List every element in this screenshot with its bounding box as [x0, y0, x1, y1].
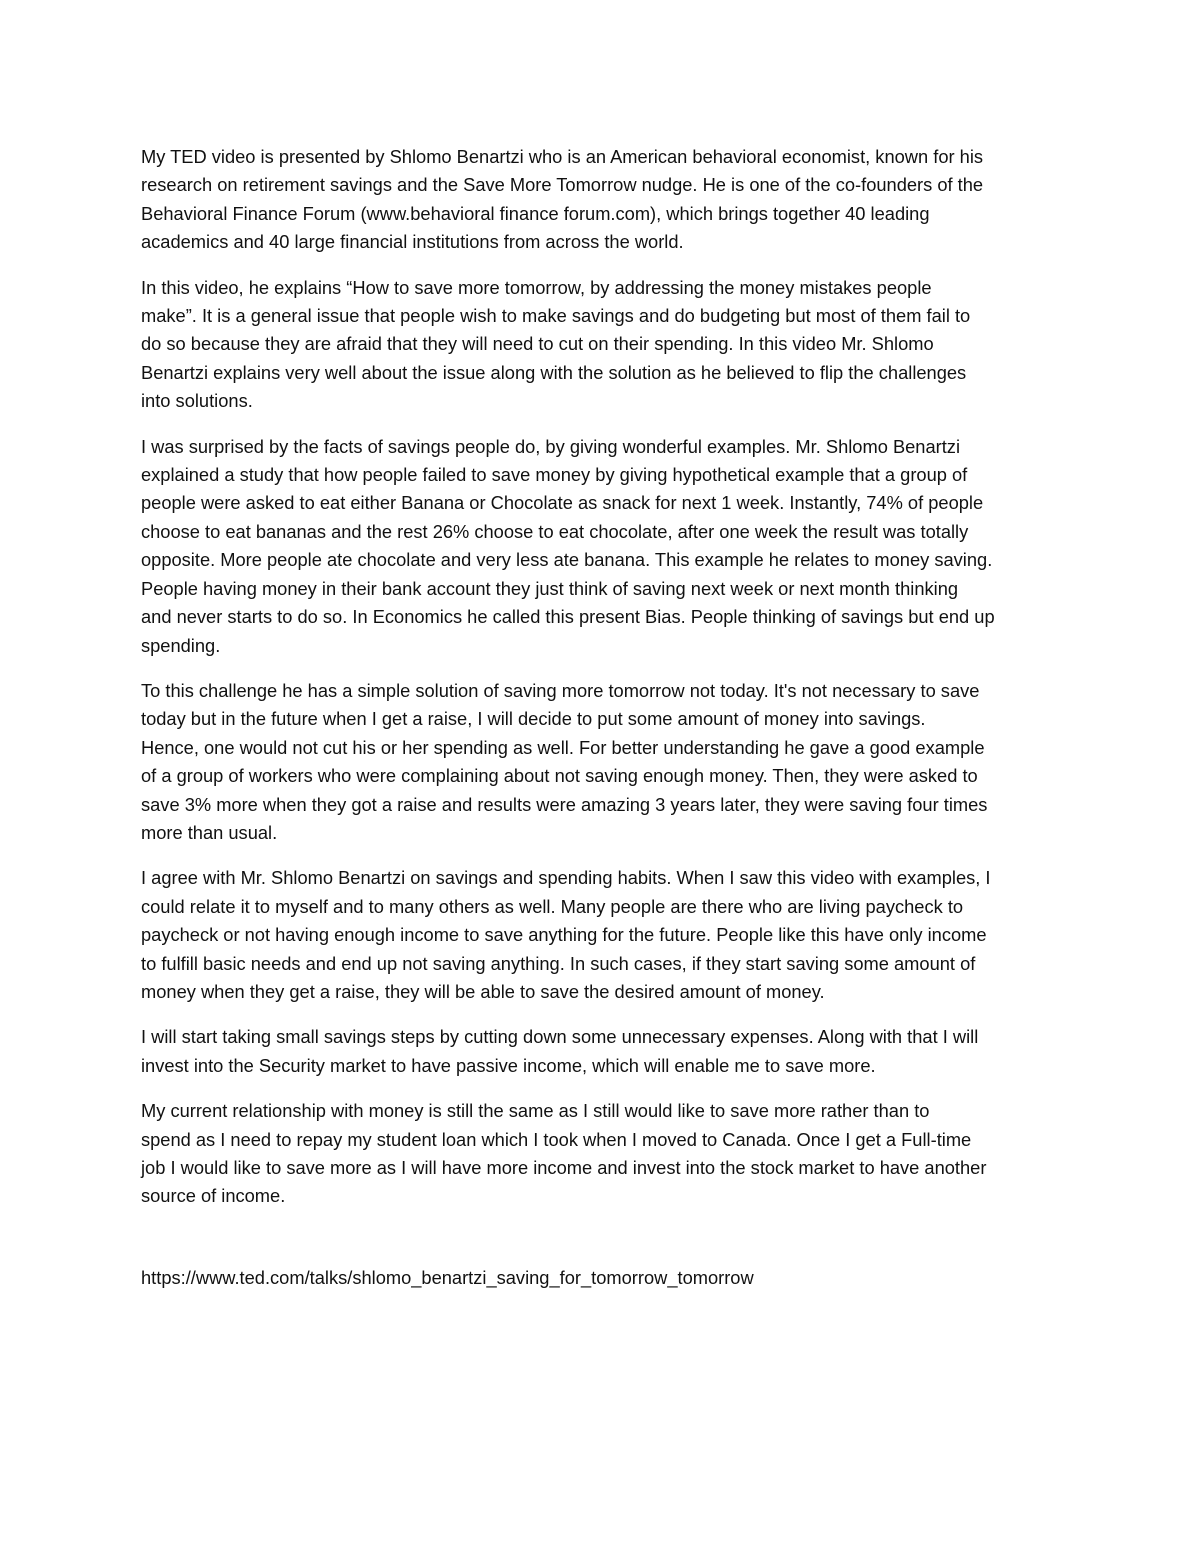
text-line: to fulfill basic needs and end up not saving anything. In such cases, if they start saving some amount of [141, 952, 976, 974]
text-line: My TED video is presented by Shlomo Benartzi who is an American behavioral economist, known for his [141, 146, 984, 167]
paragraph-agreement [141, 864, 1061, 1006]
text-line: People having money in their bank account they just think of saving next week or next month thinking [141, 577, 959, 599]
text-line: My current relationship with money is still the same as I still would like to save more rather than to [141, 1100, 930, 1122]
text-line: academics and 40 large financial institutions from across the world. [141, 231, 684, 253]
text-line: Hence, one would not cut his or her spending as well. For better understanding he gave a good example [141, 736, 985, 758]
source-url: https://www.ted.com/talks/shlomo_benartzi_saving_for_tomorrow_tomorrow [141, 1267, 754, 1288]
text-line: of a group of workers who were complaining about not saving enough money. Then, they were asked to [141, 765, 978, 787]
paragraph-solution [141, 677, 1061, 847]
text-line: and never starts to do so. In Economics he called this present Bias. People thinking of savings but end up [141, 606, 995, 628]
text-line: I agree with Mr. Shlomo Benartzi on savings and spending habits. When I saw this video with examples, I [141, 867, 991, 889]
text-line: To this challenge he has a simple solution of saving more tomorrow not today. It's not necessary to save [141, 679, 980, 701]
text-line: I was surprised by the facts of savings people do, by giving wonderful examples. Mr. Shlomo Benartzi [141, 435, 961, 457]
text-line: invest into the Security market to have passive income, which will enable me to save more. [141, 1054, 876, 1076]
document-body [141, 143, 1061, 1228]
paragraph-plan [141, 1023, 1061, 1080]
text-line: Benartzi explains very well about the issue along with the solution as he believed to flip the challenges [141, 361, 967, 383]
text-line: paycheck or not having enough income to save anything for the future. People like this have only income [141, 924, 987, 946]
paragraph-intro [141, 143, 1061, 257]
text-line: I will start taking small savings steps by cutting down some unnecessary expenses. Along with that I will [141, 1026, 979, 1048]
text-line: Behavioral Finance Forum (www.behavioral finance forum.com), which brings together 40 leading [141, 202, 930, 224]
text-line: source of income. [141, 1185, 286, 1207]
text-line: do so because they are afraid that they will need to cut on their spending. In this video Mr. Shlomo [141, 333, 934, 355]
paragraph-study-example [141, 433, 1061, 660]
paragraph-relationship [141, 1097, 1061, 1211]
text-line: spending. [141, 634, 221, 656]
paragraph-video-summary [141, 274, 1061, 416]
text-line: explained a study that how people failed to save money by giving hypothetical example that a group of [141, 464, 968, 486]
text-line: save 3% more when they got a raise and results were amazing 3 years later, they were saving four times [141, 793, 988, 815]
text-line: research on retirement savings and the Save More Tomorrow nudge. He is one of the co-founders of the [141, 174, 984, 196]
text-line: job I would like to save more as I will have more income and invest into the stock market to have another [141, 1157, 987, 1178]
text-line: make”. It is a general issue that people wish to make savings and do budgeting but most of them fail to [141, 305, 971, 327]
text-line: into solutions. [141, 390, 253, 412]
text-line: people were asked to eat either Banana or Chocolate as snack for next 1 week. Instantly, 74% of people [141, 492, 984, 514]
text-line: In this video, he explains “How to save more tomorrow, by addressing the money mistakes people [141, 276, 932, 298]
text-line: today but in the future when I get a raise, I will decide to put some amount of money into savings. [141, 708, 926, 730]
text-line: money when they get a raise, they will be able to save the desired amount of money. [141, 980, 825, 1002]
text-line: opposite. More people ate chocolate and very less ate banana. This example he relates to money saving. [141, 549, 993, 571]
text-line: choose to eat bananas and the rest 26% choose to eat chocolate, after one week the result was totally [141, 520, 969, 542]
text-line: spend as I need to repay my student loan which I took when I moved to Canada. Once I get a Full-time [141, 1128, 972, 1150]
text-line: could relate it to myself and to many others as well. Many people are there who are living paycheck to [141, 895, 964, 917]
text-line: more than usual. [141, 821, 278, 843]
